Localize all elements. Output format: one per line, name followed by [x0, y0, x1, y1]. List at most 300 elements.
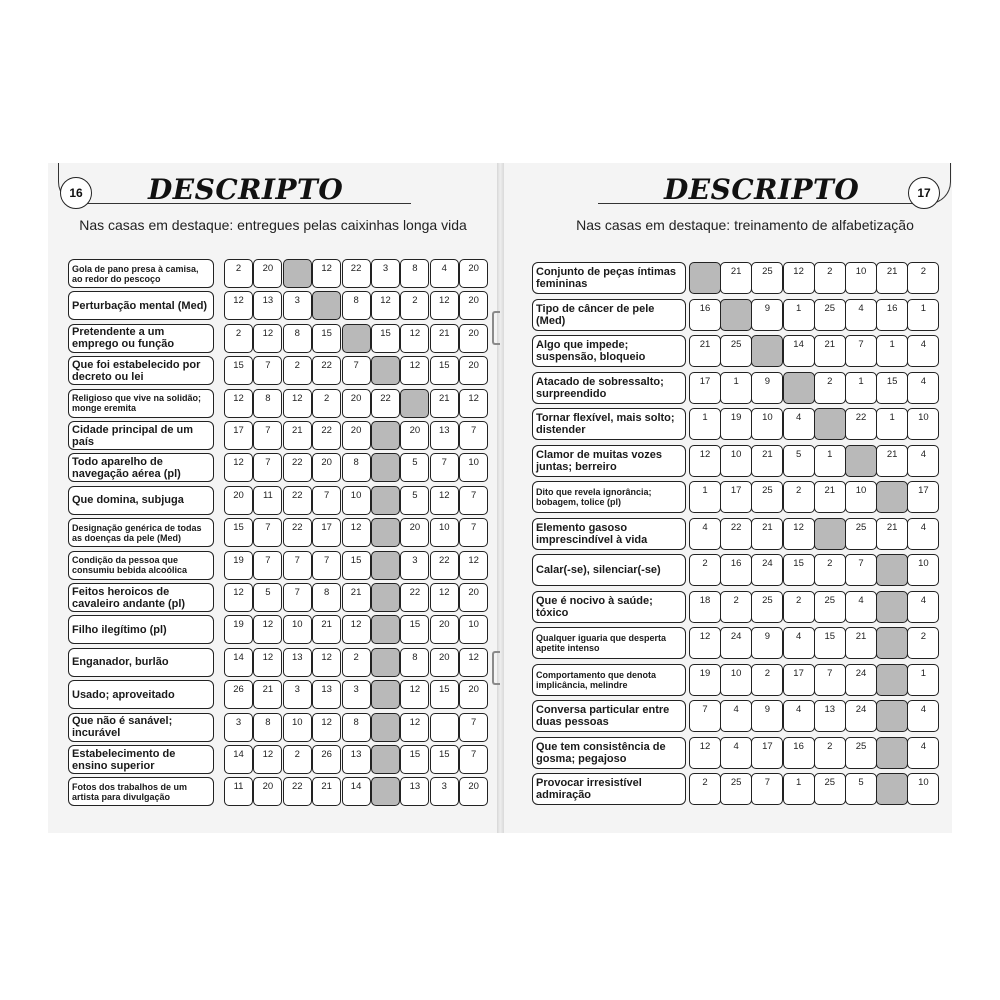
answer-cell[interactable] — [783, 554, 815, 586]
highlighted-answer-cell[interactable] — [371, 615, 400, 644]
answer-cell[interactable] — [400, 259, 429, 288]
answer-cell[interactable] — [253, 291, 282, 320]
puzzle-row — [68, 648, 489, 677]
answer-cell[interactable] — [720, 518, 752, 550]
answer-cell[interactable] — [430, 421, 459, 450]
highlighted-answer-cell[interactable] — [312, 291, 341, 320]
answer-cell[interactable] — [876, 299, 908, 331]
answer-cell[interactable] — [459, 648, 488, 677]
answer-cell[interactable] — [253, 615, 282, 644]
answer-cell[interactable] — [283, 777, 312, 806]
answer-cell[interactable] — [312, 421, 341, 450]
answer-cell[interactable] — [876, 445, 908, 477]
answer-cell[interactable] — [751, 773, 783, 805]
answer-cell[interactable] — [459, 389, 488, 418]
answer-cell[interactable] — [312, 551, 341, 580]
answer-cell[interactable] — [400, 745, 429, 774]
answer-cell[interactable] — [283, 486, 312, 515]
highlighted-answer-cell[interactable] — [751, 335, 783, 367]
answer-cell[interactable] — [783, 445, 815, 477]
highlighted-answer-cell[interactable] — [371, 680, 400, 709]
answer-cell[interactable] — [224, 648, 253, 677]
answer-cell[interactable] — [720, 445, 752, 477]
answer-cell[interactable] — [253, 356, 282, 385]
answer-cell[interactable] — [689, 591, 721, 623]
answer-cell[interactable] — [400, 486, 429, 515]
clue-label: Comportamento que denota implicância, melindre — [532, 664, 686, 696]
answer-cell[interactable] — [283, 551, 312, 580]
answer-cell[interactable] — [224, 324, 253, 353]
answer-cell[interactable] — [312, 356, 341, 385]
answer-cell[interactable] — [253, 389, 282, 418]
answer-cell[interactable] — [814, 591, 846, 623]
answer-cell[interactable] — [876, 335, 908, 367]
answer-cell[interactable] — [720, 262, 752, 294]
answer-cell[interactable] — [430, 518, 459, 547]
answer-cell[interactable] — [814, 664, 846, 696]
answer-cell[interactable] — [430, 615, 459, 644]
answer-cell[interactable] — [720, 408, 752, 440]
answer-cell[interactable] — [430, 389, 459, 418]
highlighted-answer-cell[interactable] — [814, 408, 846, 440]
answer-cell[interactable] — [283, 324, 312, 353]
cell-code: 1 — [702, 412, 708, 423]
answer-cell[interactable] — [430, 259, 459, 288]
highlighted-answer-cell[interactable] — [876, 481, 908, 513]
answer-cell[interactable] — [400, 356, 429, 385]
highlighted-answer-cell[interactable] — [689, 262, 721, 294]
answer-cell[interactable] — [253, 680, 282, 709]
answer-cell[interactable] — [720, 773, 752, 805]
answer-cell[interactable] — [907, 408, 939, 440]
answer-cell[interactable] — [814, 627, 846, 659]
answer-cell[interactable] — [720, 664, 752, 696]
answer-cell[interactable] — [459, 486, 488, 515]
cell-code: 7 — [324, 489, 330, 501]
answer-cell[interactable] — [371, 389, 400, 418]
answer-cell[interactable] — [253, 713, 282, 742]
answer-cell[interactable] — [224, 518, 253, 547]
answer-cell[interactable] — [342, 648, 371, 677]
answer-cell[interactable] — [751, 518, 783, 550]
highlighted-answer-cell[interactable] — [371, 518, 400, 547]
cell-code: 7 — [471, 489, 477, 501]
answer-cell[interactable] — [689, 408, 721, 440]
answer-cell[interactable] — [459, 713, 488, 742]
answer-cell[interactable] — [720, 481, 752, 513]
answer-cell[interactable] — [342, 389, 371, 418]
answer-cell[interactable] — [430, 745, 459, 774]
answer-cell[interactable] — [907, 445, 939, 477]
cell-code: 1 — [733, 375, 739, 387]
answer-cell[interactable] — [312, 389, 341, 418]
answer-cell[interactable] — [751, 627, 783, 659]
cell-code: 4 — [920, 521, 927, 533]
answer-cell[interactable] — [814, 445, 846, 477]
answer-cell[interactable] — [907, 372, 939, 404]
answer-cell[interactable] — [689, 773, 721, 805]
answer-cell[interactable] — [342, 680, 371, 709]
answer-cell[interactable] — [224, 551, 253, 580]
answer-cell[interactable] — [783, 408, 815, 440]
highlighted-answer-cell[interactable] — [876, 664, 908, 696]
answer-cell[interactable] — [400, 324, 429, 353]
highlighted-answer-cell[interactable] — [371, 356, 400, 385]
answer-cell[interactable] — [689, 372, 721, 404]
answer-cell[interactable] — [283, 518, 312, 547]
answer-cell[interactable] — [342, 518, 371, 547]
highlighted-answer-cell[interactable] — [400, 389, 429, 418]
answer-cell[interactable] — [845, 700, 877, 732]
puzzle-row — [532, 445, 939, 477]
answer-cell[interactable] — [224, 389, 253, 418]
answer-cell[interactable] — [459, 680, 488, 709]
answer-cell[interactable] — [459, 421, 488, 450]
answer-cell[interactable] — [283, 583, 312, 612]
clue-label: Dito que revela ignorância; bobagem, tolice (pl) — [532, 481, 686, 513]
answer-cell[interactable] — [312, 713, 341, 742]
answer-cell[interactable] — [845, 518, 877, 550]
answer-cell[interactable] — [459, 518, 488, 547]
answer-cell[interactable] — [430, 291, 459, 320]
answer-cell[interactable] — [400, 453, 429, 482]
cell-code: 2 — [412, 295, 418, 307]
answer-cell[interactable] — [845, 372, 877, 404]
answer-cell[interactable] — [224, 615, 253, 644]
answer-cell[interactable] — [253, 648, 282, 677]
highlighted-answer-cell[interactable] — [371, 486, 400, 515]
answer-cell[interactable] — [876, 372, 908, 404]
answer-cell[interactable] — [459, 615, 488, 644]
answer-cell[interactable] — [312, 518, 341, 547]
answer-cell[interactable] — [430, 583, 459, 612]
cell-code: 20 — [468, 295, 479, 307]
answer-cell[interactable] — [459, 356, 488, 385]
answer-cell[interactable] — [224, 421, 253, 450]
highlighted-answer-cell[interactable] — [371, 713, 400, 742]
answer-cell[interactable] — [430, 648, 459, 677]
answer-cell[interactable] — [845, 481, 877, 513]
answer-cell[interactable] — [783, 262, 815, 294]
answer-cell[interactable] — [312, 615, 341, 644]
answer-cell[interactable] — [814, 773, 846, 805]
highlighted-answer-cell[interactable] — [814, 518, 846, 550]
answer-cell[interactable] — [253, 486, 282, 515]
answer-cell[interactable] — [845, 408, 877, 440]
answer-cell[interactable] — [283, 389, 312, 418]
answer-cell[interactable] — [283, 356, 312, 385]
answer-cell[interactable] — [312, 486, 341, 515]
answer-cell[interactable] — [459, 551, 488, 580]
answer-cell[interactable] — [845, 299, 877, 331]
answer-cell[interactable] — [342, 551, 371, 580]
answer-cell[interactable] — [720, 627, 752, 659]
answer-cell[interactable] — [845, 591, 877, 623]
answer-cell[interactable] — [312, 453, 341, 482]
answer-cell[interactable] — [783, 700, 815, 732]
answer-cell[interactable] — [459, 583, 488, 612]
answer-cell[interactable] — [845, 262, 877, 294]
answer-cell[interactable] — [224, 745, 253, 774]
highlighted-answer-cell[interactable] — [371, 745, 400, 774]
answer-cell[interactable] — [814, 299, 846, 331]
answer-cell[interactable] — [342, 486, 371, 515]
answer-cell[interactable] — [283, 291, 312, 320]
answer-cell[interactable] — [224, 291, 253, 320]
answer-cell[interactable] — [283, 713, 312, 742]
answer-cell[interactable] — [689, 664, 721, 696]
answer-cell[interactable] — [720, 554, 752, 586]
answer-cell[interactable] — [751, 700, 783, 732]
answer-cell[interactable] — [907, 773, 939, 805]
answer-cell[interactable] — [751, 591, 783, 623]
answer-cell[interactable] — [400, 421, 429, 450]
cell-code: 17 — [699, 375, 711, 387]
answer-cell[interactable] — [400, 518, 429, 547]
answer-cell[interactable] — [907, 518, 939, 550]
highlighted-answer-cell[interactable] — [371, 583, 400, 612]
answer-cell[interactable] — [400, 583, 429, 612]
answer-cell[interactable] — [253, 324, 282, 353]
answer-cell[interactable] — [342, 421, 371, 450]
answer-cell[interactable] — [224, 453, 253, 482]
answer-cell[interactable] — [907, 737, 939, 769]
answer-cell[interactable] — [400, 615, 429, 644]
answer-cell[interactable] — [720, 737, 752, 769]
answer-cell[interactable] — [224, 356, 253, 385]
answer-cell[interactable] — [689, 737, 721, 769]
answer-cell[interactable] — [342, 745, 371, 774]
highlighted-answer-cell[interactable] — [783, 372, 815, 404]
answer-cell[interactable] — [459, 777, 488, 806]
answer-cell[interactable] — [876, 408, 908, 440]
answer-cell[interactable] — [907, 335, 939, 367]
answer-cell[interactable] — [783, 481, 815, 513]
answer-cell[interactable] — [845, 335, 877, 367]
answer-cell[interactable] — [689, 445, 721, 477]
answer-cell[interactable] — [224, 713, 253, 742]
answer-cell[interactable] — [459, 745, 488, 774]
answer-cell[interactable] — [845, 773, 877, 805]
answer-cell[interactable] — [845, 554, 877, 586]
answer-cell[interactable] — [814, 262, 846, 294]
answer-cell[interactable] — [253, 259, 282, 288]
answer-cell[interactable] — [689, 518, 721, 550]
cell-code: 10 — [292, 716, 303, 728]
cell-code: 21 — [762, 448, 773, 460]
answer-cell[interactable] — [253, 777, 282, 806]
answer-cell[interactable] — [814, 700, 846, 732]
highlighted-answer-cell[interactable] — [876, 591, 908, 623]
answer-cell[interactable] — [689, 554, 721, 586]
answer-cell[interactable] — [720, 335, 752, 367]
answer-cell[interactable] — [312, 259, 341, 288]
highlighted-answer-cell[interactable] — [371, 777, 400, 806]
answer-cell[interactable] — [224, 583, 253, 612]
answer-cell[interactable] — [689, 627, 721, 659]
answer-cell[interactable] — [283, 648, 312, 677]
answer-cell[interactable] — [430, 453, 459, 482]
answer-cell[interactable] — [907, 262, 939, 294]
answer-cell[interactable] — [459, 453, 488, 482]
answer-cell[interactable] — [845, 627, 877, 659]
answer-cell[interactable] — [459, 291, 488, 320]
answer-cell[interactable] — [342, 356, 371, 385]
answer-cell[interactable] — [224, 680, 253, 709]
answer-cell[interactable] — [312, 648, 341, 677]
answer-cell[interactable] — [845, 664, 877, 696]
answer-cell[interactable] — [312, 745, 341, 774]
answer-cell[interactable] — [783, 518, 815, 550]
answer-cell[interactable] — [400, 777, 429, 806]
answer-cell[interactable] — [907, 591, 939, 623]
cell-code: 17 — [918, 485, 929, 496]
answer-cell[interactable] — [342, 713, 371, 742]
answer-cell[interactable] — [400, 713, 429, 742]
answer-cell[interactable] — [783, 627, 815, 659]
highlighted-answer-cell[interactable] — [342, 324, 371, 353]
answer-cell[interactable] — [430, 713, 459, 742]
answer-cell[interactable] — [751, 445, 783, 477]
answer-cell[interactable] — [876, 262, 908, 294]
answer-cell[interactable] — [400, 291, 429, 320]
answer-cell[interactable] — [751, 737, 783, 769]
answer-cell[interactable] — [907, 664, 939, 696]
answer-cell[interactable] — [430, 486, 459, 515]
answer-cell[interactable] — [751, 408, 783, 440]
answer-cell[interactable] — [342, 259, 371, 288]
answer-cell[interactable] — [783, 335, 815, 367]
answer-cell[interactable] — [312, 680, 341, 709]
highlighted-answer-cell[interactable] — [876, 627, 908, 659]
answer-cell[interactable] — [689, 335, 721, 367]
answer-cell[interactable] — [751, 299, 783, 331]
answer-cell[interactable] — [253, 745, 282, 774]
answer-cell[interactable] — [253, 518, 282, 547]
puzzle-row — [68, 486, 489, 515]
answer-cell[interactable] — [430, 324, 459, 353]
highlighted-answer-cell[interactable] — [845, 445, 877, 477]
cell-code: 5 — [795, 448, 802, 460]
answer-cell[interactable] — [283, 421, 312, 450]
cell-code: 13 — [409, 781, 421, 793]
answer-cell[interactable] — [253, 421, 282, 450]
answer-cell[interactable] — [783, 299, 815, 331]
highlighted-answer-cell[interactable] — [371, 551, 400, 580]
cell-code: 1 — [795, 302, 802, 314]
answer-cell[interactable] — [783, 773, 815, 805]
answer-cell[interactable] — [342, 583, 371, 612]
answer-cell[interactable] — [814, 481, 846, 513]
answer-cell[interactable] — [845, 737, 877, 769]
answer-cell[interactable] — [751, 481, 783, 513]
answer-cell[interactable] — [400, 680, 429, 709]
cell-code: 25 — [824, 302, 836, 314]
answer-cell[interactable] — [430, 680, 459, 709]
answer-cell[interactable] — [283, 680, 312, 709]
answer-cell[interactable] — [689, 700, 721, 732]
highlighted-answer-cell[interactable] — [283, 259, 312, 288]
answer-cell[interactable] — [720, 372, 752, 404]
answer-cell[interactable] — [430, 777, 459, 806]
answer-cell[interactable] — [720, 700, 752, 732]
answer-cell[interactable] — [720, 591, 752, 623]
answer-cell[interactable] — [371, 291, 400, 320]
answer-cell[interactable] — [814, 335, 846, 367]
cell-code: 3 — [294, 295, 300, 307]
answer-cell[interactable] — [224, 259, 253, 288]
answer-cell[interactable] — [312, 777, 341, 806]
cell-code: 4 — [920, 375, 927, 387]
answer-cell[interactable] — [783, 737, 815, 769]
answer-cell[interactable] — [312, 583, 341, 612]
answer-cell[interactable] — [283, 745, 312, 774]
answer-cell[interactable] — [814, 737, 846, 769]
highlighted-answer-cell[interactable] — [876, 773, 908, 805]
answer-cell[interactable] — [814, 372, 846, 404]
answer-cell[interactable] — [876, 518, 908, 550]
answer-cell[interactable] — [751, 372, 783, 404]
answer-cell[interactable] — [400, 551, 429, 580]
staple-bottom — [492, 651, 500, 685]
answer-cell[interactable] — [342, 291, 371, 320]
answer-cell[interactable] — [689, 481, 721, 513]
answer-cell[interactable] — [783, 591, 815, 623]
answer-cell[interactable] — [783, 664, 815, 696]
answer-cell[interactable] — [400, 648, 429, 677]
answer-cell[interactable] — [459, 324, 488, 353]
answer-cell[interactable] — [253, 551, 282, 580]
answer-cell[interactable] — [283, 453, 312, 482]
answer-cell[interactable] — [907, 627, 939, 659]
clue-label: Feitos heroicos de cavaleiro andante (pl) — [68, 583, 214, 612]
answer-cell[interactable] — [342, 615, 371, 644]
highlighted-answer-cell[interactable] — [876, 737, 908, 769]
answer-cell[interactable] — [459, 259, 488, 288]
answer-cell[interactable] — [430, 356, 459, 385]
cell-code: 12 — [699, 631, 711, 642]
answer-cell[interactable] — [751, 262, 783, 294]
answer-cell[interactable] — [312, 324, 341, 353]
answer-cell[interactable] — [342, 453, 371, 482]
answer-cell[interactable] — [283, 615, 312, 644]
answer-cell[interactable] — [907, 554, 939, 586]
cell-code: 20 — [468, 781, 479, 793]
answer-cell[interactable] — [224, 486, 253, 515]
answer-cell[interactable] — [224, 777, 253, 806]
answer-cell[interactable] — [371, 324, 400, 353]
highlighted-answer-cell[interactable] — [720, 299, 752, 331]
highlighted-answer-cell[interactable] — [876, 700, 908, 732]
answer-cell[interactable] — [371, 259, 400, 288]
highlighted-answer-cell[interactable] — [371, 648, 400, 677]
answer-cell[interactable] — [253, 453, 282, 482]
answer-cell[interactable] — [253, 583, 282, 612]
highlighted-answer-cell[interactable] — [876, 554, 908, 586]
answer-cell[interactable] — [907, 700, 939, 732]
highlighted-answer-cell[interactable] — [371, 453, 400, 482]
highlighted-answer-cell[interactable] — [371, 421, 400, 450]
answer-cell[interactable] — [689, 299, 721, 331]
answer-cell[interactable] — [342, 777, 371, 806]
cell-code: 7 — [827, 667, 833, 679]
answer-cell[interactable] — [814, 554, 846, 586]
answer-cell[interactable] — [907, 481, 939, 513]
answer-cell[interactable] — [751, 664, 783, 696]
answer-cell[interactable] — [430, 551, 459, 580]
answer-cell[interactable] — [751, 554, 783, 586]
answer-cell[interactable] — [907, 299, 939, 331]
